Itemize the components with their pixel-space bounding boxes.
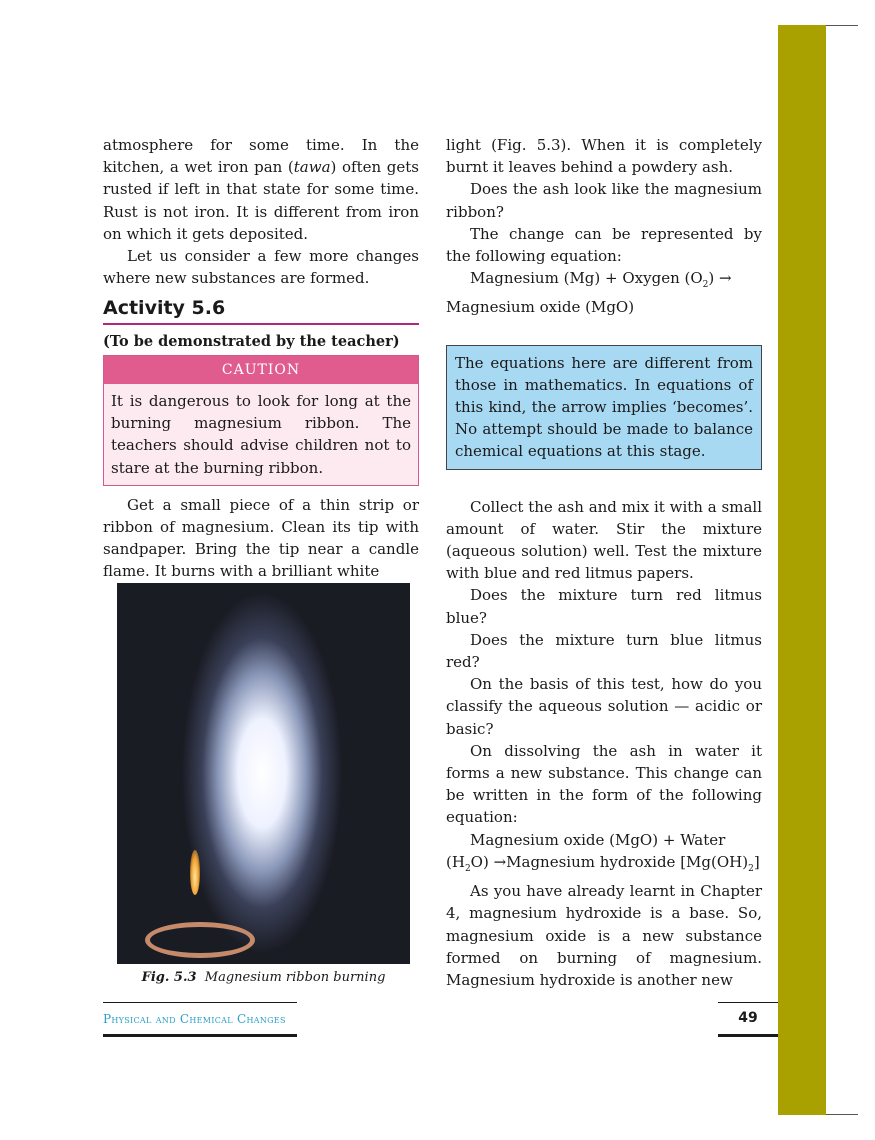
paragraph: Does the mixture turn red litmus blue? xyxy=(446,586,762,627)
paragraph: As you have already learnt in Chapter 4, magnesium hydroxide is a base. So, magnesium oxide is a new substance formed on burning of magnesium. Magnesium hydroxide is another new xyxy=(446,882,762,989)
caution-box xyxy=(103,355,419,486)
activity-title: Activity 5.6 xyxy=(103,297,419,324)
activity-subtitle: (To be demonstrated by the teacher) xyxy=(103,332,400,350)
footer-rule xyxy=(718,1034,778,1037)
burner-ring xyxy=(145,922,255,958)
trim-mark xyxy=(826,25,858,26)
paragraph: Let us consider a few more changes where new substances are formed. xyxy=(103,247,419,288)
equation: Magnesium oxide (MgO) + Water xyxy=(470,830,726,849)
note-box xyxy=(446,345,762,470)
footer-rule xyxy=(103,1034,297,1037)
paragraph: On the basis of this test, how do you classify the aqueous solution — acidic or basic? xyxy=(446,675,762,738)
figure-caption: Fig. 5.3 Magnesium ribbon burning xyxy=(141,970,386,985)
equation: Magnesium oxide (MgO) xyxy=(446,298,635,317)
equation: Magnesium (Mg) + Oxygen $(O_2)$ → xyxy=(470,269,732,291)
caution-text: It is dangerous to look for long at the burning magnesium ribbon. The teachers should advise children not to stare at the burning ribbon. xyxy=(111,392,411,477)
left-column xyxy=(103,134,419,583)
footer-rule xyxy=(103,1002,297,1003)
page-number: 49 xyxy=(738,1010,758,1026)
footer-rule xyxy=(718,1002,778,1003)
paragraph: The change can be represented by the following equation: xyxy=(446,224,762,266)
sidebar-color-band xyxy=(778,25,826,1115)
caution-heading: CAUTION xyxy=(104,356,418,384)
equation: $(H_2O)$ →Magnesium hydroxide $[Mg(OH)_2]$ xyxy=(446,852,760,874)
trim-mark xyxy=(826,1114,858,1115)
paragraph: Does the ash look like the magnesium ribbon? xyxy=(446,180,762,221)
paragraph: Does the mixture turn blue litmus red? xyxy=(446,630,762,672)
paragraph: Collect the ash and mix it with a small amount of water. Stir the mixture (aqueous solution) well. Test the mixture with blue and red litmus papers. xyxy=(446,497,762,583)
figure-label: Fig. 5.3 xyxy=(141,970,197,985)
paragraph: atmosphere for some time. In the kitchen, a wet iron pan (tawa) often gets rusted if left in that state for some time. Rust is not iron. It is different from iron on which it gets deposited. xyxy=(103,136,419,243)
paragraph: Get a small piece of a thin strip or ribbon of magnesium. Clean its tip with sandpaper. Bring the tip near a candle flame. It burns with a brilliant white xyxy=(103,495,419,581)
paragraph: light (Fig. 5.3). When it is completely burnt it leaves behind a powdery ash. xyxy=(446,136,762,177)
candle-flame xyxy=(190,850,200,895)
footer-chapter-title: Physical and Chemical Changes xyxy=(103,1012,286,1026)
note-text: The equations here are different from those in mathematics. In equations of this kind, the arrow implies ‘becomes’. No attempt should be made to balance chemical equations at this stage. xyxy=(455,353,753,461)
paragraph: On dissolving the ash in water it forms a new substance. This change can be written in the form of the following equation: xyxy=(446,741,762,827)
right-column xyxy=(446,134,762,991)
magnesium-burning-photo xyxy=(117,583,410,964)
